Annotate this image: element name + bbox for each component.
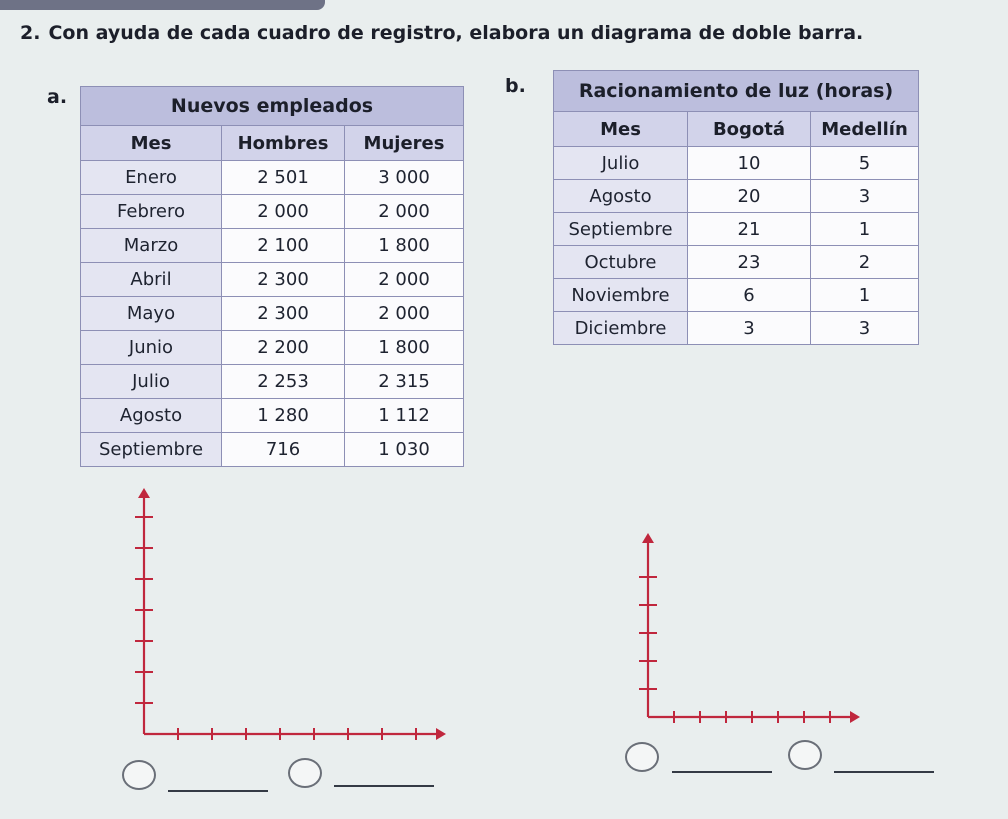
legend-b-answer-line-1[interactable]	[672, 771, 772, 773]
table_b-cell-value-2: 3	[811, 312, 919, 345]
table-row	[554, 279, 919, 312]
table-a-header-month: Mes	[81, 126, 222, 161]
table_a-cell-month: Enero	[81, 161, 222, 195]
table_a-cell-value-1: 716	[222, 433, 345, 467]
table_a-cell-month: Febrero	[81, 195, 222, 229]
table_b-cell-value-1: 23	[688, 246, 811, 279]
table_a-cell-month: Junio	[81, 331, 222, 365]
table_b-cell-value-1: 3	[688, 312, 811, 345]
table_a-cell-month: Septiembre	[81, 433, 222, 467]
table_a-cell-value-2: 3 000	[345, 161, 464, 195]
table_a-cell-value-1: 2 501	[222, 161, 345, 195]
table_b-cell-month: Septiembre	[554, 213, 688, 246]
y-axis-arrow	[138, 488, 150, 498]
legend-b-answer-line-2[interactable]	[834, 771, 934, 773]
table_a-cell-value-2: 1 800	[345, 331, 464, 365]
table-a-title: Nuevos empleados	[81, 87, 464, 126]
table-b-header-month: Mes	[554, 112, 688, 147]
x-axis-arrow	[850, 711, 860, 723]
table_a-cell-value-1: 2 000	[222, 195, 345, 229]
table-row	[81, 433, 464, 467]
table_a-cell-value-2: 2 000	[345, 297, 464, 331]
table-row	[81, 229, 464, 263]
table-a-header-men: Hombres	[222, 126, 345, 161]
instruction-number: 2.	[20, 22, 41, 44]
table_b-cell-value-2: 1	[811, 213, 919, 246]
table_a-cell-month: Mayo	[81, 297, 222, 331]
table-row	[81, 297, 464, 331]
table_b-cell-month: Noviembre	[554, 279, 688, 312]
table_b-cell-value-1: 21	[688, 213, 811, 246]
table-row	[81, 331, 464, 365]
table_a-cell-month: Abril	[81, 263, 222, 297]
table-b-title: Racionamiento de luz (horas)	[554, 71, 919, 112]
table_b-cell-value-1: 10	[688, 147, 811, 180]
part-a-label: a.	[47, 86, 68, 108]
table-row	[554, 147, 919, 180]
part-b-label: b.	[505, 75, 526, 97]
legend-a-answer-line-2[interactable]	[334, 785, 434, 787]
table_b-cell-value-1: 6	[688, 279, 811, 312]
table_a-cell-value-2: 2 000	[345, 195, 464, 229]
table_a-cell-value-1: 1 280	[222, 399, 345, 433]
legend-a-color-box-1[interactable]	[122, 760, 156, 790]
legend-b-color-box-2[interactable]	[788, 740, 822, 770]
table_b-cell-value-2: 1	[811, 279, 919, 312]
table-row	[554, 213, 919, 246]
power-rationing-table	[553, 70, 919, 345]
table-row	[81, 195, 464, 229]
chart-a-axes	[100, 480, 460, 750]
table_a-cell-month: Agosto	[81, 399, 222, 433]
table_a-cell-value-2: 1 030	[345, 433, 464, 467]
table_b-cell-value-1: 20	[688, 180, 811, 213]
table_a-cell-value-1: 2 253	[222, 365, 345, 399]
table_b-cell-value-2: 5	[811, 147, 919, 180]
table_a-cell-value-2: 1 112	[345, 399, 464, 433]
table_a-cell-value-1: 2 100	[222, 229, 345, 263]
table_a-cell-value-2: 2 000	[345, 263, 464, 297]
table-b-header-bogota: Bogotá	[688, 112, 811, 147]
x-axis-arrow	[436, 728, 446, 740]
new-employees-table	[80, 86, 464, 467]
legend-a-answer-line-1[interactable]	[168, 790, 268, 792]
table_b-cell-month: Octubre	[554, 246, 688, 279]
table-row	[81, 263, 464, 297]
chart-b-axes	[610, 525, 880, 735]
table_a-cell-value-1: 2 300	[222, 297, 345, 331]
table_a-cell-value-1: 2 200	[222, 331, 345, 365]
table_b-cell-month: Diciembre	[554, 312, 688, 345]
table-row	[81, 399, 464, 433]
table_b-cell-value-2: 3	[811, 180, 919, 213]
table_b-cell-value-2: 2	[811, 246, 919, 279]
table_a-cell-month: Julio	[81, 365, 222, 399]
y-axis-arrow	[642, 533, 654, 543]
table-row	[81, 365, 464, 399]
instruction-text: Con ayuda de cada cuadro de registro, elabora un diagrama de doble barra.	[48, 22, 864, 44]
table_b-cell-month: Julio	[554, 147, 688, 180]
table-row	[554, 246, 919, 279]
table_a-cell-value-1: 2 300	[222, 263, 345, 297]
table-row	[554, 180, 919, 213]
legend-a-color-box-2[interactable]	[288, 758, 322, 788]
table-b-header-medellin: Medellín	[811, 112, 919, 147]
table-row	[81, 161, 464, 195]
table_a-cell-value-2: 2 315	[345, 365, 464, 399]
table_a-cell-month: Marzo	[81, 229, 222, 263]
legend-b-color-box-1[interactable]	[625, 742, 659, 772]
table_b-cell-month: Agosto	[554, 180, 688, 213]
table-a-header-women: Mujeres	[345, 126, 464, 161]
table_a-cell-value-2: 1 800	[345, 229, 464, 263]
instruction	[20, 22, 863, 44]
table-row	[554, 312, 919, 345]
previous-section-header	[0, 0, 325, 10]
